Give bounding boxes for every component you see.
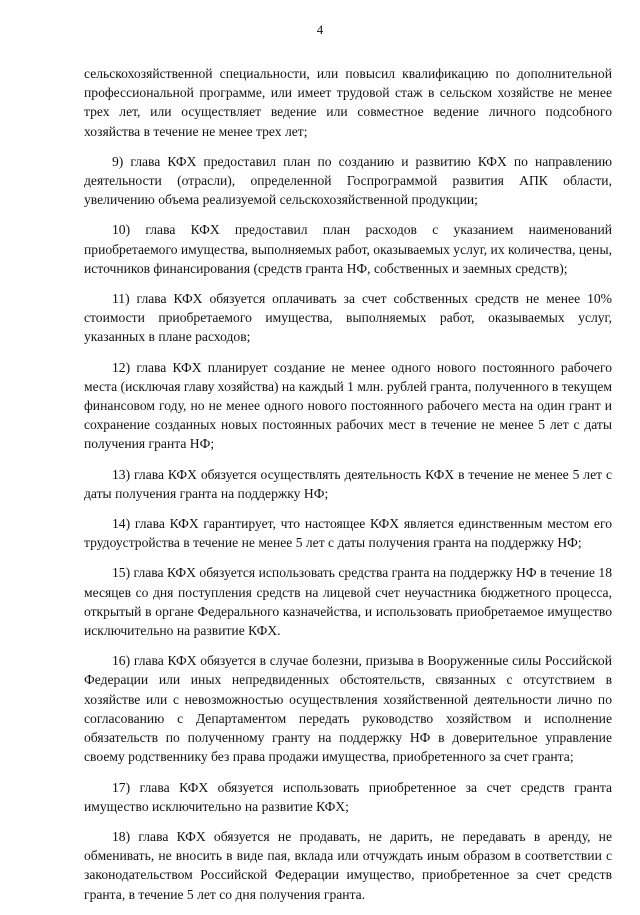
paragraph-item-14: 14) глава КФХ гарантирует, что настоящее КФХ является единственным местом его трудоустройства в течение не менее 5 лет с даты получения гранта на поддержку НФ; xyxy=(84,516,612,551)
paragraph-item-13: 13) глава КФХ обязуется осуществлять деятельность КФХ в течение не менее 5 лет с даты получения гранта на поддержку НФ; xyxy=(84,466,612,501)
paragraph-item-11: 11) глава КФХ обязуется оплачивать за счет собственных средств не менее 10% стоимости приобретаемого имущества, выполняемых работ, оказываемых услуг, указанных в плане расходов; xyxy=(84,291,612,345)
paragraph-item-15: 15) глава КФХ обязуется использовать средства гранта на поддержку НФ в течение 18 месяцев со дня поступления средств на лицевой счет неучастника бюджетного процесса, открытый в органе Федерального казначейства, и использовать приобретаемое имущество исключительно на развитие КФХ. xyxy=(84,565,612,639)
paragraph-item-18: 18) глава КФХ обязуется не продавать, не дарить, не передавать в аренду, не обменивать, не вносить в виде пая, вклада или отчуждать иным образом в соответствии с законодательством Российской Федерации имущество, приобретенное за счет средств гранта, в течение 5 лет со дня получения гранта. xyxy=(84,828,612,902)
paragraph-item-12: 12) глава КФХ планирует создание не менее одного нового постоянного рабочего места (исключая главу хозяйства) на каждый 1 млн. рублей гранта, полученного в текущем финансовом году, но не менее одного нового постоянного рабочего места на один грант и сохранение созданных новых постоянных рабочих мест в течение не менее 5 лет с даты получения гранта НФ; xyxy=(84,359,612,452)
document-body xyxy=(84,64,612,915)
paragraph-item-9: 9) глава КФХ предоставил план по созданию и развитию КФХ по направлению деятельности (отрасли), определенной Госпрограммой развития АПК области, увеличению объема реализуемой сельскохозяйственной продукции; xyxy=(84,153,612,208)
paragraph-continuation: сельскохозяйственной специальности, или повысил квалификацию по дополнительной профессиональной программе, или имеет трудовой стаж в сельском хозяйстве не менее трех лет, или осуществляет ведение или совместное ведение личного подсобного хозяйства в течение не менее трех лет; xyxy=(84,66,612,139)
paragraph-item-16: 16) глава КФХ обязуется в случае болезни, призыва в Вооруженные силы Российской Федерации или иных непредвиденных обстоятельств, связанных с отсутствием в хозяйстве или с невозможностью осуществления хозяйственной деятельности лично по согласованию с Департаментом передать руководство хозяйством и исполнение обязательств по полученному гранту на поддержку НФ в доверительное управление своему родственнику без права продажи имущества, приобретенного за счет гранта; xyxy=(84,653,612,765)
page-number: 4 xyxy=(316,22,324,37)
paragraph-item-10: 10) глава КФХ предоставил план расходов с указанием наименований приобретаемого имущества, выполняемых работ, оказываемых услуг, их количества, цены, источников финансирования (средств гранта НФ, собственных и заемных средств); xyxy=(84,222,612,276)
paragraph-item-17: 17) глава КФХ обязуется использовать приобретенное за счет средств гранта имущество исключительно на развитие КФХ; xyxy=(84,779,612,814)
